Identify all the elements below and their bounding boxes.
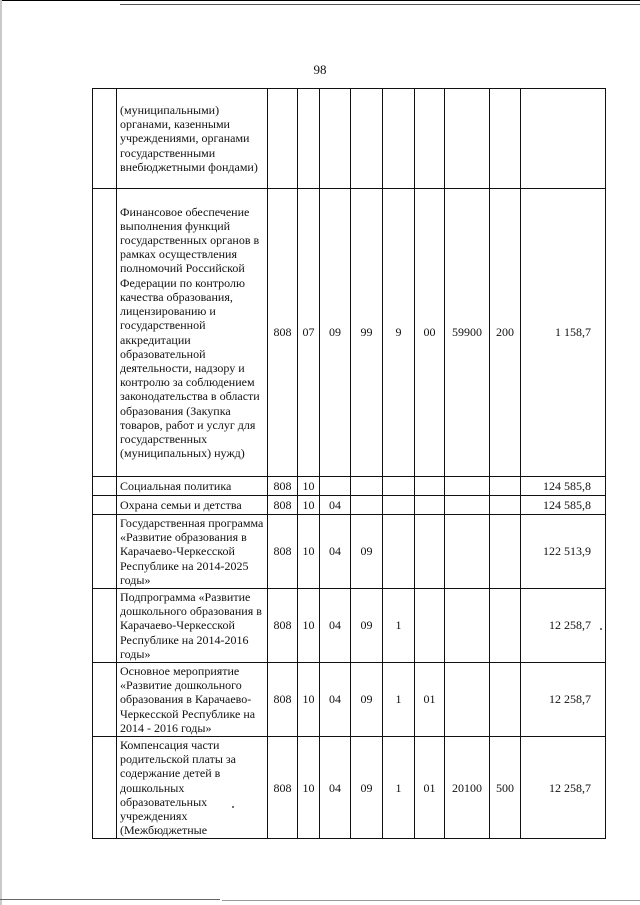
table-cell-subsection: 04: [320, 496, 351, 515]
table-cell-ministry: [268, 89, 298, 189]
table-cell-amount: 122 513,9: [521, 515, 606, 589]
table-cell-expense-type: [490, 515, 521, 589]
table-cell-blank: [93, 737, 117, 839]
scan-edge-bottom-right: [222, 900, 640, 901]
table-cell-section: 10: [298, 589, 320, 663]
table-cell-expense-type: 200: [490, 189, 521, 477]
table-cell-amount: 12 258,7: [521, 589, 606, 663]
page-number: 98: [313, 62, 327, 77]
table-cell-event: [415, 89, 445, 189]
table-cell-blank: [93, 189, 117, 477]
table-cell-section: 10: [298, 477, 320, 496]
scan-edge-top: [0, 0, 640, 1]
table-cell-section: 10: [298, 515, 320, 589]
table-cell-program: 09: [351, 589, 383, 663]
table-cell-section: 10: [298, 663, 320, 737]
table-cell-name: Финансовое обеспечение выполнения функций государственных органов в рамках осуществления полномочий Российской Федерации по контролю качества образования, лицензированию и государственной аккредитации образовательной деятельности, надзору и контролю за соблюдением законодательства в области образования (Закупка товаров, работ и услуг для государственных (муниципальных) нужд): [117, 189, 268, 477]
table-cell-direction: 59900: [445, 189, 490, 477]
table-cell-subprogram: 9: [383, 189, 415, 477]
table-cell-blank: [93, 589, 117, 663]
table-row: [93, 89, 606, 189]
table-cell-program: 09: [351, 515, 383, 589]
table-cell-subprogram: [383, 515, 415, 589]
table-cell-blank: [93, 89, 117, 189]
table-cell-subsection: 09: [320, 189, 351, 477]
table-cell-blank: [93, 477, 117, 496]
table-cell-section: 10: [298, 496, 320, 515]
table-cell-event: [415, 515, 445, 589]
table-cell-expense-type: [490, 89, 521, 189]
table-cell-event: 00: [415, 189, 445, 477]
table-cell-amount: 1 158,7: [521, 189, 606, 477]
table-cell-direction: [445, 515, 490, 589]
scan-edge-left: [0, 0, 2, 905]
table-cell-amount: 124 585,8: [521, 477, 606, 496]
table-cell-subsection: 04: [320, 737, 351, 839]
table-cell-subprogram: [383, 496, 415, 515]
table-cell-amount: 124 585,8: [521, 496, 606, 515]
table-cell-name: Охрана семьи и детства: [117, 496, 268, 515]
table-row: [93, 589, 606, 663]
table-cell-name: (муниципальными) органами, казенными учреждениями, органами государственными внебюджетными фондами): [117, 89, 268, 189]
table-cell-ministry: 808: [268, 663, 298, 737]
table-cell-program: 99: [351, 189, 383, 477]
scan-edge-bottom: [0, 899, 220, 900]
table-row: [93, 663, 606, 737]
table-cell-program: [351, 89, 383, 189]
table-row: [93, 189, 606, 477]
table-cell-direction: [445, 589, 490, 663]
table-cell-subprogram: 1: [383, 589, 415, 663]
table-cell-program: [351, 496, 383, 515]
table-cell-event: [415, 477, 445, 496]
table-cell-subprogram: [383, 89, 415, 189]
table-row: [93, 515, 606, 589]
table-cell-subprogram: 1: [383, 663, 415, 737]
table-cell-amount: [521, 89, 606, 189]
table-cell-name: Государственная программа «Развитие образования в Карачаево-Черкесской Республике на 2014-2025 годы»: [117, 515, 268, 589]
table-cell-event: 01: [415, 663, 445, 737]
table-cell-ministry: 808: [268, 589, 298, 663]
table-cell-expense-type: [490, 663, 521, 737]
table-cell-direction: [445, 663, 490, 737]
table-cell-amount: 12 258,7: [521, 663, 606, 737]
table-cell-expense-type: [490, 477, 521, 496]
table-cell-name: Компенсация части родительской платы за содержание детей в дошкольных образовательных учреждениях (Межбюджетные: [117, 737, 268, 839]
table-cell-expense-type: [490, 589, 521, 663]
table-row: [93, 496, 606, 515]
table-cell-program: 09: [351, 737, 383, 839]
table-cell-direction: 20100: [445, 737, 490, 839]
table-cell-event: [415, 496, 445, 515]
table-cell-program: 09: [351, 663, 383, 737]
table-row: [93, 737, 606, 839]
table-cell-ministry: 808: [268, 515, 298, 589]
table-cell-name: Социальная политика: [117, 477, 268, 496]
table-cell-direction: [445, 89, 490, 189]
table-cell-amount: 12 258,7: [521, 737, 606, 839]
table-cell-subprogram: [383, 477, 415, 496]
table-cell-subsection: 04: [320, 515, 351, 589]
table-cell-subsection: 04: [320, 589, 351, 663]
table-cell-blank: [93, 515, 117, 589]
table-cell-ministry: 808: [268, 189, 298, 477]
table-cell-name: Основное мероприятие «Развитие дошкольного образования в Карачаево-Черкесской Республике на 2014 - 2016 годы»: [117, 663, 268, 737]
table-cell-direction: [445, 496, 490, 515]
table-cell-event: [415, 589, 445, 663]
table-cell-blank: [93, 663, 117, 737]
table-cell-subsection: [320, 477, 351, 496]
table-cell-section: 07: [298, 189, 320, 477]
table-cell-blank: [93, 496, 117, 515]
table-cell-section: [298, 89, 320, 189]
table-cell-expense-type: [490, 496, 521, 515]
table-cell-event: 01: [415, 737, 445, 839]
table-cell-section: 10: [298, 737, 320, 839]
scan-edge-top-inner: [120, 4, 640, 5]
budget-table: [92, 88, 606, 839]
table-cell-ministry: 808: [268, 737, 298, 839]
table-cell-expense-type: 500: [490, 737, 521, 839]
table-row: [93, 477, 606, 496]
table-cell-subprogram: 1: [383, 737, 415, 839]
table-cell-name: Подпрограмма «Развитие дошкольного образования в Карачаево-Черкесской Республике на 2014-2016 годы»: [117, 589, 268, 663]
table-cell-subsection: 04: [320, 663, 351, 737]
table-cell-ministry: 808: [268, 477, 298, 496]
table-cell-program: [351, 477, 383, 496]
table-cell-subsection: [320, 89, 351, 189]
table-cell-direction: [445, 477, 490, 496]
table-cell-ministry: 808: [268, 496, 298, 515]
